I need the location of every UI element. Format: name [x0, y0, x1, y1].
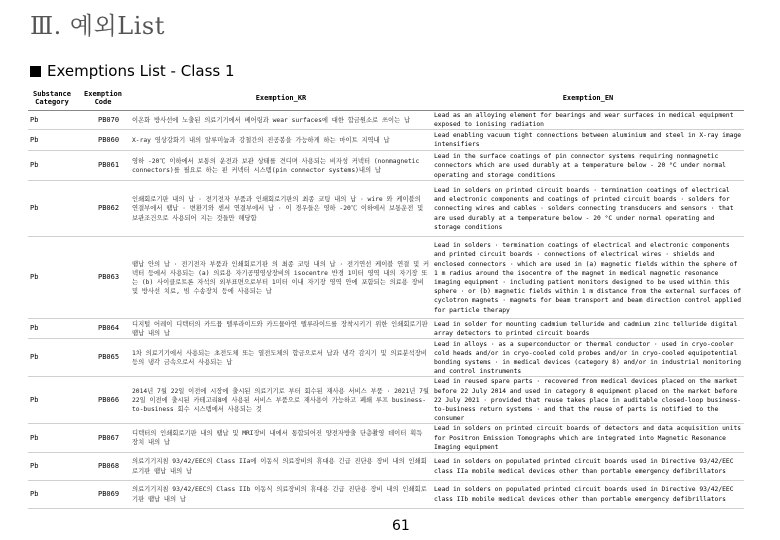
table-row	[28, 130, 744, 151]
cell-en: Lead in solders on populated printed circuit boards used in Directive 93/42/EEC class IIb mobile medical devices other than portable emergency defibrillators	[432, 481, 744, 509]
cell-en: Lead in solders on printed circuit boards · termination coatings of electrical and electronic components and coatings of printed circuit boards · solders for connecting wires and cables · solders connecting transducers and sensors · that are used durably at a temperature below - 20 °C under normal operating and storage conditions	[432, 181, 744, 237]
table-row	[28, 151, 744, 181]
cell-en: Lead in the surface coatings of pin connector systems requiring nonmagnetic connectors which are used durably at a temperature below - 20 °C under normal operating and storage conditions	[432, 151, 744, 181]
table-row	[28, 377, 744, 424]
cell-en: Lead in reused spare parts · recovered from medical devices placed on the market before 22 July 2014 and used in category 8 equipment placed on the market before 22 July 2021 · provided that reuse takes place in auditable closed-loop business-to-business return systems · and that the reuse of parts is notified to the consumer	[432, 377, 744, 424]
cell-code: PB070	[76, 111, 130, 130]
table-row	[28, 181, 744, 237]
cell-kr: 땜납 안의 납 · 전기전자 부품과 인쇄회로기판 의 최종 코팅 내의 납 · 전기연선 케이블 연결 및 커넥터 등에서 사용되는 (a) 의료용 자기공명영상장비의 isocentre 반경 1미터 영역 내의 자기장 또는 (b) 사이클로트론 자석의 외부표면으로부터 1미터 이내 자기장 영역 안에 포함되는 의료용 장비 및 방사선 치료, 빔 수송장치 등에 사용되는 납	[130, 237, 432, 319]
cell-kr: 디지털 어레이 디텍터의 카드뮴 텔루라이드와 카드뮴아연 텔루라이드를 장착시키기 위한 인쇄회로기판 땜납 내의 납	[130, 319, 432, 339]
table-row	[28, 111, 744, 130]
cell-en: Lead as an alloying element for bearings and wear surfaces in medical equipment exposed to ionising radiation	[432, 111, 744, 130]
cell-code: PB060	[76, 130, 130, 151]
cell-substance: Pb	[28, 237, 76, 319]
cell-substance: Pb	[28, 339, 76, 377]
cell-code: PB061	[76, 151, 130, 181]
cell-substance: Pb	[28, 377, 76, 424]
cell-substance: Pb	[28, 130, 76, 151]
table-row	[28, 453, 744, 481]
header-code: Exemption Code	[76, 86, 130, 111]
table-row	[28, 481, 744, 509]
page-title: Ⅲ. 예외List	[30, 12, 165, 40]
cell-kr: X-ray 영상강화기 내의 알루미늄과 강철간의 진공봉을 가능하게 하는 마이트 지역내 납	[130, 130, 432, 151]
table-row	[28, 319, 744, 339]
cell-substance: Pb	[28, 319, 76, 339]
cell-en: Lead in alloys · as a superconductor or thermal conductor · used in cryo-cooler cold heads and/or in cryo-cooled cold probes and/or in cryo-cooled equipotential bonding systems · in medical devices (category 8) and/or in industrial monitoring and control instruments	[432, 339, 744, 377]
cell-substance: Pb	[28, 481, 76, 509]
table-header-row	[28, 86, 744, 111]
cell-kr: 인쇄회로기판 내의 납 · 전기전자 부품과 인쇄회로기판의 최종 코팅 내의 납 · wire 와 케이블의 연결부에서 땜납 · 변환기와 센서 연결부에서 납 · 이 경우들은 영하 -20℃ 이하에서 보통운전 및 보관조건으로 사용되어 지는 것들만 해당함	[130, 181, 432, 237]
cell-kr: 1차 의료기기에서 사용되는 초전도체 또는 열전도체의 합금으로서 납과 냉각 감지기 및 의료분석장비 등의 냉각 금속으로서 사용되는 납	[130, 339, 432, 377]
cell-en: Lead in solders on printed circuit boards of detectors and data acquisition units for Positron Emission Tomographs which are integrated into Magnetic Resonance Imaging equipment	[432, 424, 744, 453]
cell-code: PB066	[76, 377, 130, 424]
cell-substance: Pb	[28, 181, 76, 237]
bullet-square-icon	[30, 66, 41, 77]
cell-code: PB064	[76, 319, 130, 339]
cell-kr: 디텍터의 인쇄회로기판 내의 땜납 및 MRI장비 내에서 통합되어진 양전자방출 단층촬영 데이터 획득 장치 내의 납	[130, 424, 432, 453]
cell-en: Lead in solders on populated printed circuit boards used in Directive 93/42/EEC class IIa mobile medical devices other than portable emergency defibrillators	[432, 453, 744, 481]
cell-substance: Pb	[28, 111, 76, 130]
cell-en: Lead enabling vacuum tight connections between aluminium and steel in X-ray image intensifiers	[432, 130, 744, 151]
cell-substance: Pb	[28, 424, 76, 453]
table-row	[28, 424, 744, 453]
header-substance: Substance Category	[28, 86, 76, 111]
cell-code: PB067	[76, 424, 130, 453]
cell-kr: 의료기기지침 93/42/EEC의 Class IIb 이동식 의료장비의 휴대용 긴급 진단용 장비 내의 인쇄회로기판 땜납 내의 납	[130, 481, 432, 509]
cell-code: PB069	[76, 481, 130, 509]
cell-code: PB065	[76, 339, 130, 377]
cell-kr: 2014년 7월 22일 이전에 시장에 출시된 의료기기로 부터 회수된 재사용 서비스 부품 · 2021년 7월 22일 이전에 출시된 카테고리8에 사용된 서비스 부품으로 재사용이 가능하고 폐쇄 루프 business-to-business 회수 시스템에서 사용되는 것	[130, 377, 432, 424]
section-heading	[30, 62, 235, 80]
section-heading-text: Exemptions List - Class 1	[47, 62, 235, 80]
cell-code: PB063	[76, 237, 130, 319]
header-kr: Exemption_KR	[130, 86, 432, 111]
cell-kr: 영하 -20℃ 이하에서 보통의 운전과 보관 상태를 견디며 사용되는 비자성 커넥터 (nonmagnetic connectors)를 필요로 하는 핀 커넥터 시스템(pin connector systems)내의 납	[130, 151, 432, 181]
cell-code: PB062	[76, 181, 130, 237]
cell-kr: 이온화 방사선에 노출된 의료기기에서 베어링과 wear surfaces에 대한 합금원소로 쓰이는 납	[130, 111, 432, 130]
header-en: Exemption_EN	[432, 86, 744, 111]
cell-en: Lead in solders · termination coatings of electrical and electronic components and printed circuit boards · connections of electrical wires · shields and enclosed connectors · which are used in (a) magnetic fields within the sphere of 1 m radius around the isocentre of the magnet in medical magnetic resonance imaging equipment · including patient monitors designed to be used within this sphere · or (b) magnetic fields within 1 m distance from the external surfaces of cyclotron magnets · magnets for beam transport and beam direction control applied for particle therapy	[432, 237, 744, 319]
cell-code: PB068	[76, 453, 130, 481]
table-row	[28, 339, 744, 377]
cell-en: Lead in solder for mounting cadmium telluride and cadmium zinc telluride digital array detectors to printed circuit boards	[432, 319, 744, 339]
cell-substance: Pb	[28, 151, 76, 181]
cell-kr: 의료기기지침 93/42/EEC의 Class IIa에 이동식 의료장비의 휴대용 긴급 진단용 장비 내의 인쇄회로기판 땜납 내의 납	[130, 453, 432, 481]
cell-substance: Pb	[28, 453, 76, 481]
table-row	[28, 237, 744, 319]
page-number: 61	[392, 518, 410, 534]
exemptions-table	[28, 86, 744, 509]
